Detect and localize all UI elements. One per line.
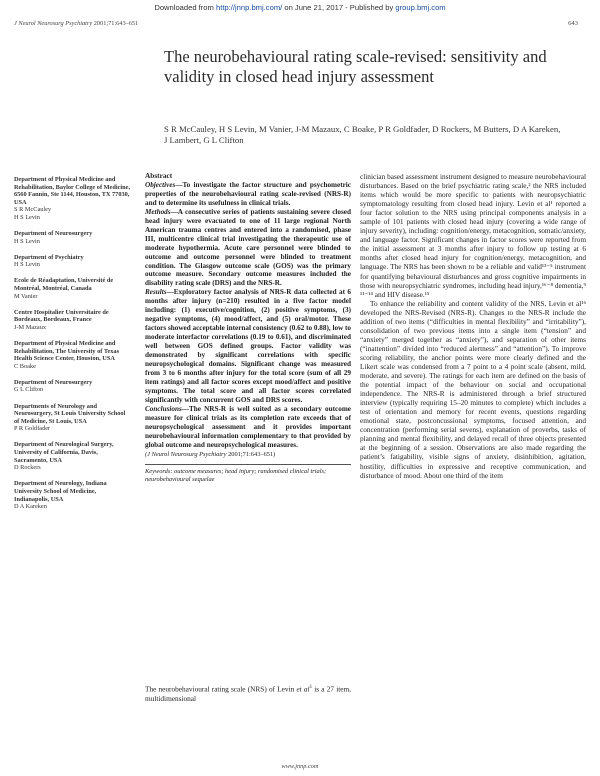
abstract-section-label: Results [145, 288, 167, 297]
article-title: The neurobehavioural rating scale-revised: sensitivity and validity in closed head injury assessment [164, 47, 547, 86]
affiliation-department: Department of Psychiatry [14, 253, 84, 261]
running-head-journal: J Neurol Neurosurg Psychiatry [14, 20, 93, 27]
intro-pre: The neurobehavioural rating scale (NRS) of Levin [145, 684, 297, 694]
affiliation-department: Centre Hospitalier Universitaire de Bordeaux, Bordeaux, France [14, 308, 109, 324]
affiliation-block [14, 403, 132, 433]
affiliation-block [14, 176, 132, 222]
citation-details: 2001;71:643–651) [226, 450, 276, 458]
affiliation-author: S R McCauley [14, 206, 52, 214]
affiliation-department: Department of Neurosurgery [14, 230, 93, 238]
abstract-section-text: —Exploratory factor analysis of NRS-R data collected at 6 months after injury (n=210) resulted in a five factor model including: (1) executive/cognition, (2) positive symptoms, (3) negative symptoms, (4) mood/affect, and (5) oral/motor. These factors showed acceptable internal consistency (0.62 to 0.88), low to moderate interfactor correlations (0.19 to 0.61), and discriminated well between GOS defined groups. Factor validity was demonstrated by significant correlations with specific neuropsychological domains. Significant change was measured from 3 to 6 months after injury for the total score (sum of all 29 item ratings) and all factor scores except mood/affect and positive symptoms. The total score and all factor scores correlated significantly with concurrent GOS and DRS scores. [145, 288, 352, 404]
affiliation-block [14, 309, 132, 332]
intro-ref: 1 [309, 685, 313, 690]
affiliation-block [14, 340, 132, 370]
citation-journal: J Neurol Neurosurg Psychiatry [147, 450, 227, 458]
affiliation-department: Departments of Neurology and Neurosurgery, St Louis University School of Medicine, St Louis, USA [14, 402, 126, 425]
abstract [145, 172, 351, 484]
body-right-column [360, 172, 586, 480]
affiliation-author: M Vanier [14, 292, 38, 300]
abstract-section-text: —To investigate the factor structure and psychometric properties of the neurobehavioural rating scale-revised (NRS-R) and to determine its usefulness in clinical trials. [145, 180, 351, 207]
banner-prefix: Downloaded from [154, 3, 216, 12]
body-paragraph-1: clinician based assessment instrument designed to measure neurobehavioural disturbances. Based on the brief psychiatric rating scale,² the NRS included items which would be more specific to patients with neuropsychiatric symptomatology resulting from closed head injury. Levin et al¹ reported a four factor solution to the NRS using principal components analysis in a sample of 101 patients with closed head injury (covering a wide range of injury severity), including: cognition/energy, metacognition, somatic/anxiety, and language factor. Significant changes in factor scores were reported from the initial assessment at 3 months after injury to follow up testing at 6 months after closed head injury for cognition/energy, metacognition, and language. The NRS has been shown to be a reliable and valid¹³⁻⁵ instrument for quantifying behavioural disturbances and gross cognitive impairments in those with neuropsychiatric syndromes, including head injury,¹⁶⁻⁸ dementia,⁹ ¹¹⁻¹⁴ and HIV disease.¹⁵ [360, 172, 586, 299]
abstract-section-text: —A consecutive series of patients sustaining severe closed head injury were evacuated to one of 11 large regional North American trauma centres and entered into a randomised, phase III, multicentre clinical trial investigating the therapeutic use of moderate hypothermia. Acute care personnel were blinded to outcome and outcome personnel were blinded to treatment condition. The Glasgow outcome scale (GOS) was the primary outcome measure. Secondary outcome measures included the disability rating scale (DRS) and the NRS-R. [145, 207, 351, 288]
affiliation-block [14, 277, 132, 300]
affiliation-block [14, 254, 132, 269]
affiliation-author: P R Goldfader [14, 425, 51, 433]
journal-link[interactable]: http://jnnp.bmj.com/ [215, 3, 283, 12]
affiliation-department: Ecole de Réadaptation, Université de Montréal, Montréal, Canada [14, 277, 114, 293]
footer-url: www.jnnp.com [281, 763, 319, 770]
affiliation-author: H S Levin [14, 237, 40, 245]
affiliation-department: Department of Neurosurgery [14, 378, 93, 386]
abstract-section-label: Methods [145, 207, 171, 216]
abstract-section-text: —The NRS-R is well suited as a secondary outcome measure for clinical trials as its completion rate exceeds that of neuropsychological assessment and it provides important neurobehavioural information complementary to that provided by global outcome and neuropsychological measures. [145, 404, 351, 449]
affiliation-author: H S Levin [14, 261, 40, 269]
affiliation-block [14, 480, 132, 510]
keywords: Keywords: outcome measures; head injury; randomised clinical trials; neurobehavioural sequelae [145, 467, 327, 483]
intro-paragraph [145, 683, 351, 703]
affiliation-department: Department of Neurological Surgery, University of California, Davis, Sacramento, USA [14, 441, 114, 464]
abstract-divider [145, 464, 351, 465]
affiliation-block [14, 230, 132, 245]
running-head [14, 20, 138, 27]
affiliation-author: J-M Mazaux [14, 323, 47, 331]
affiliation-block [14, 379, 132, 394]
author-list: S R McCauley, H S Levin, M Vanier, J-M Mazaux, C Boake, P R Goldfader, D Rockers, M Butters, D A Kareken, J Lambert, G L Clifton [164, 124, 561, 146]
affiliations-column [14, 176, 132, 519]
affiliation-department: Department of Physical Medicine and Rehabilitation, Baylor College of Medicine, 6560 Fannin, Ste 1144, Houston, TX 77030, USA [14, 176, 131, 206]
abstract-section-label: Objectives [145, 180, 176, 189]
running-head-details: 2001;71:643–651 [92, 20, 139, 27]
abstract-citation: (J Neurol Neurosurg Psychiatry 2001;71:643–651) [145, 450, 276, 458]
affiliation-author: D A Kareken [14, 503, 47, 511]
affiliation-author: G L Clifton [14, 386, 44, 394]
affiliation-department: Department of Physical Medicine and Rehabilitation, The University of Texas Health Science Center, Houston, USA [14, 340, 120, 363]
body-paragraph-2: To enhance the reliability and content validity of the NRS, Levin et al¹⁶ developed the NRS-Revised (NRS-R). Changes to the NRS-R include the addition of two items (“difficulties in mental flexibility” and “irritability”), consolidation of two previous items into a single item (“tension” and “anxiety” merged together as “anxiety”), and separation of other items (“inattention” divided into “reduced alertness” and “attention”). To improve scoring reliability, the anchor points were more clearly defined and the Likert scale was condensed from a 7 point to a 4 point scale (absent, mild, moderate, and severe). The ratings for each item are defined on the basis of the potential impact of the behaviour on social and occupational independence. The NRS-R is administered through a brief structured interview (typically requiring 15–20 minutes to complete) which includes a test of orientation and memory for recent events, questions regarding emotional state, postconcussional symptoms, focused attention, and concentration (performing serial sevens), explanation of proverbs, tasks of planning and mental flexibility, and delayed recall of three objects presented at the beginning of a session. Observations are also made regarding the patient’s fatigability, visible signs of anxiety, disinhibition, agitation, hostility, difficulties in expressive and receptive communication, and disturbance of mood. About one third of the item [360, 298, 586, 480]
affiliation-author: D Rockers [14, 464, 41, 472]
intro-etal: et al [296, 684, 310, 694]
affiliation-block [14, 441, 132, 471]
affiliation-author: C Boake [14, 362, 36, 370]
affiliation-department: Department of Neurology, Indiana University School of Medicine, Indianapolis, USA [14, 480, 107, 503]
abstract-body [145, 181, 351, 450]
publisher-link[interactable]: group.bmj.com [395, 3, 446, 12]
affiliation-author: H S Levin [14, 213, 40, 221]
abstract-section-label: Conclusions [145, 404, 182, 413]
banner-mid: on June 21, 2017 - Published by [282, 3, 396, 12]
intro-post: is a 27 item, multidimensional [145, 684, 351, 703]
page-number: 643 [568, 20, 578, 27]
download-banner [0, 3, 600, 12]
abstract-heading: Abstract [145, 171, 173, 180]
